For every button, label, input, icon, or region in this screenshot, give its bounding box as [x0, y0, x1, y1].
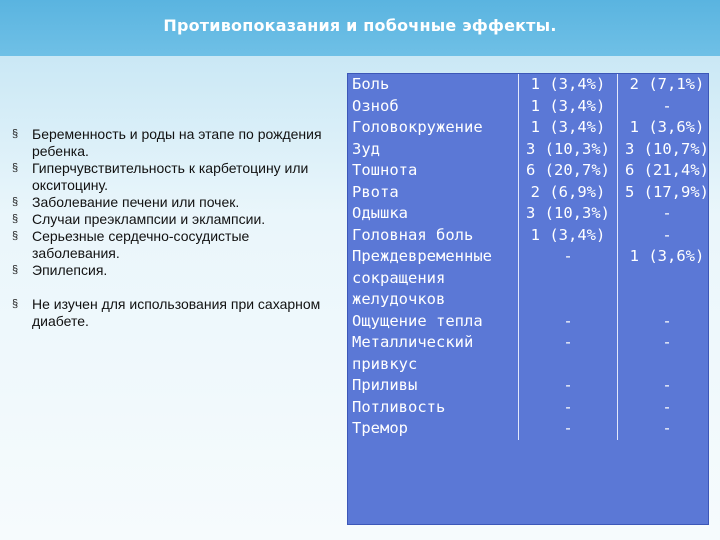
- table-row: [348, 117, 716, 139]
- list-item-text: Серьезные сердечно-сосудистые заболевания.: [32, 228, 250, 261]
- table-row: [348, 311, 716, 333]
- group-a-cell: -: [519, 418, 618, 440]
- list-item: [12, 262, 332, 279]
- list-item-text: Заболевание печени или почек.: [32, 194, 240, 210]
- side-effects-grid: [348, 74, 716, 440]
- table-row: [348, 397, 716, 419]
- effect-name-cell: Головокружение: [348, 117, 519, 139]
- group-a-cell: 2 (6,9%): [519, 182, 618, 204]
- contraindications-list: [12, 126, 332, 330]
- table-row: [348, 74, 716, 96]
- effect-name-cell: Преждевременные сокращения желудочков: [348, 246, 519, 311]
- group-b-cell: -: [662, 333, 672, 351]
- group-a-cell: -: [519, 397, 618, 419]
- list-item-text: Не изучен для использования при сахарном диабете.: [32, 296, 321, 329]
- effect-name-cell: Зуд: [348, 139, 519, 161]
- group-b-cell: -: [662, 419, 672, 437]
- list-item: [12, 160, 332, 194]
- bullet-icon: §: [12, 162, 19, 174]
- table-row: [348, 332, 716, 375]
- effect-name-cell: Озноб: [348, 96, 519, 118]
- bullet-icon: §: [12, 264, 19, 276]
- bullet-icon: §: [12, 230, 19, 242]
- table-row: [348, 160, 716, 182]
- bullet-icon: §: [12, 213, 19, 225]
- table-row: [348, 96, 716, 118]
- group-b-cell: -: [662, 376, 672, 394]
- table-row: [348, 246, 716, 311]
- group-b-cell: 1 (3,6%): [629, 118, 705, 136]
- list-item: [12, 211, 332, 228]
- table-row: [348, 225, 716, 247]
- group-b-cell: -: [662, 225, 672, 244]
- group-a-cell: 3 (10,3%): [519, 203, 618, 225]
- effect-name-cell: Одышка: [348, 203, 519, 225]
- effect-name-cell: Рвота: [348, 182, 519, 204]
- bullet-icon: §: [12, 196, 19, 208]
- bullet-icon: §: [12, 128, 19, 140]
- effect-name-cell: Головная боль: [348, 225, 519, 247]
- group-b-cell: -: [662, 397, 672, 416]
- effect-name-cell: Боль: [348, 74, 519, 96]
- effect-name-cell: Тошнота: [348, 160, 519, 182]
- group-b-cell: -: [662, 204, 672, 222]
- effect-name-cell: Металлический привкус: [348, 332, 519, 375]
- list-item: [12, 194, 332, 211]
- effect-name-cell: Приливы: [348, 375, 519, 397]
- group-a-cell: -: [519, 332, 618, 375]
- list-item: [12, 228, 332, 262]
- table-row: [348, 203, 716, 225]
- table-row: [348, 375, 716, 397]
- group-b-cell: 3 (10,7%): [625, 139, 709, 158]
- table-row: [348, 182, 716, 204]
- effect-name-cell: Тремор: [348, 418, 519, 440]
- slide-title: Противопоказания и побочные эффекты.: [163, 16, 557, 35]
- list-item-text: Случаи преэклампсии и эклампсии.: [32, 211, 266, 227]
- title-bar: [0, 0, 720, 56]
- effect-name-cell: Потливость: [348, 397, 519, 419]
- group-b-cell: 2 (7,1%): [629, 75, 705, 93]
- table-row: [348, 139, 716, 161]
- group-b-cell: 6 (21,4%): [625, 161, 709, 179]
- group-a-cell: -: [519, 246, 618, 311]
- list-item-text: Беременность и роды на этапе по рождения ребенка.: [32, 126, 322, 159]
- group-b-cell: -: [662, 96, 672, 115]
- group-b-cell: -: [662, 311, 672, 330]
- group-b-cell: 1 (3,6%): [629, 247, 705, 265]
- list-item: [12, 296, 332, 330]
- list-item: [12, 126, 332, 160]
- side-effects-table: [347, 73, 709, 525]
- group-a-cell: 6 (20,7%): [519, 160, 618, 182]
- group-a-cell: -: [519, 311, 618, 333]
- list-item-text: Гиперчувствительность к карбетоцину или окситоцину.: [32, 160, 309, 193]
- group-a-cell: 1 (3,4%): [519, 117, 618, 139]
- bullet-icon: §: [12, 298, 19, 310]
- table-row: [348, 418, 716, 440]
- effect-name-cell: Ощущение тепла: [348, 311, 519, 333]
- group-a-cell: 3 (10,3%): [519, 139, 618, 161]
- group-b-cell: 5 (17,9%): [625, 182, 709, 201]
- group-a-cell: 1 (3,4%): [519, 225, 618, 247]
- group-a-cell: -: [519, 375, 618, 397]
- list-item-text: Эпилепсия.: [32, 262, 108, 278]
- group-a-cell: 1 (3,4%): [519, 74, 618, 96]
- group-a-cell: 1 (3,4%): [519, 96, 618, 118]
